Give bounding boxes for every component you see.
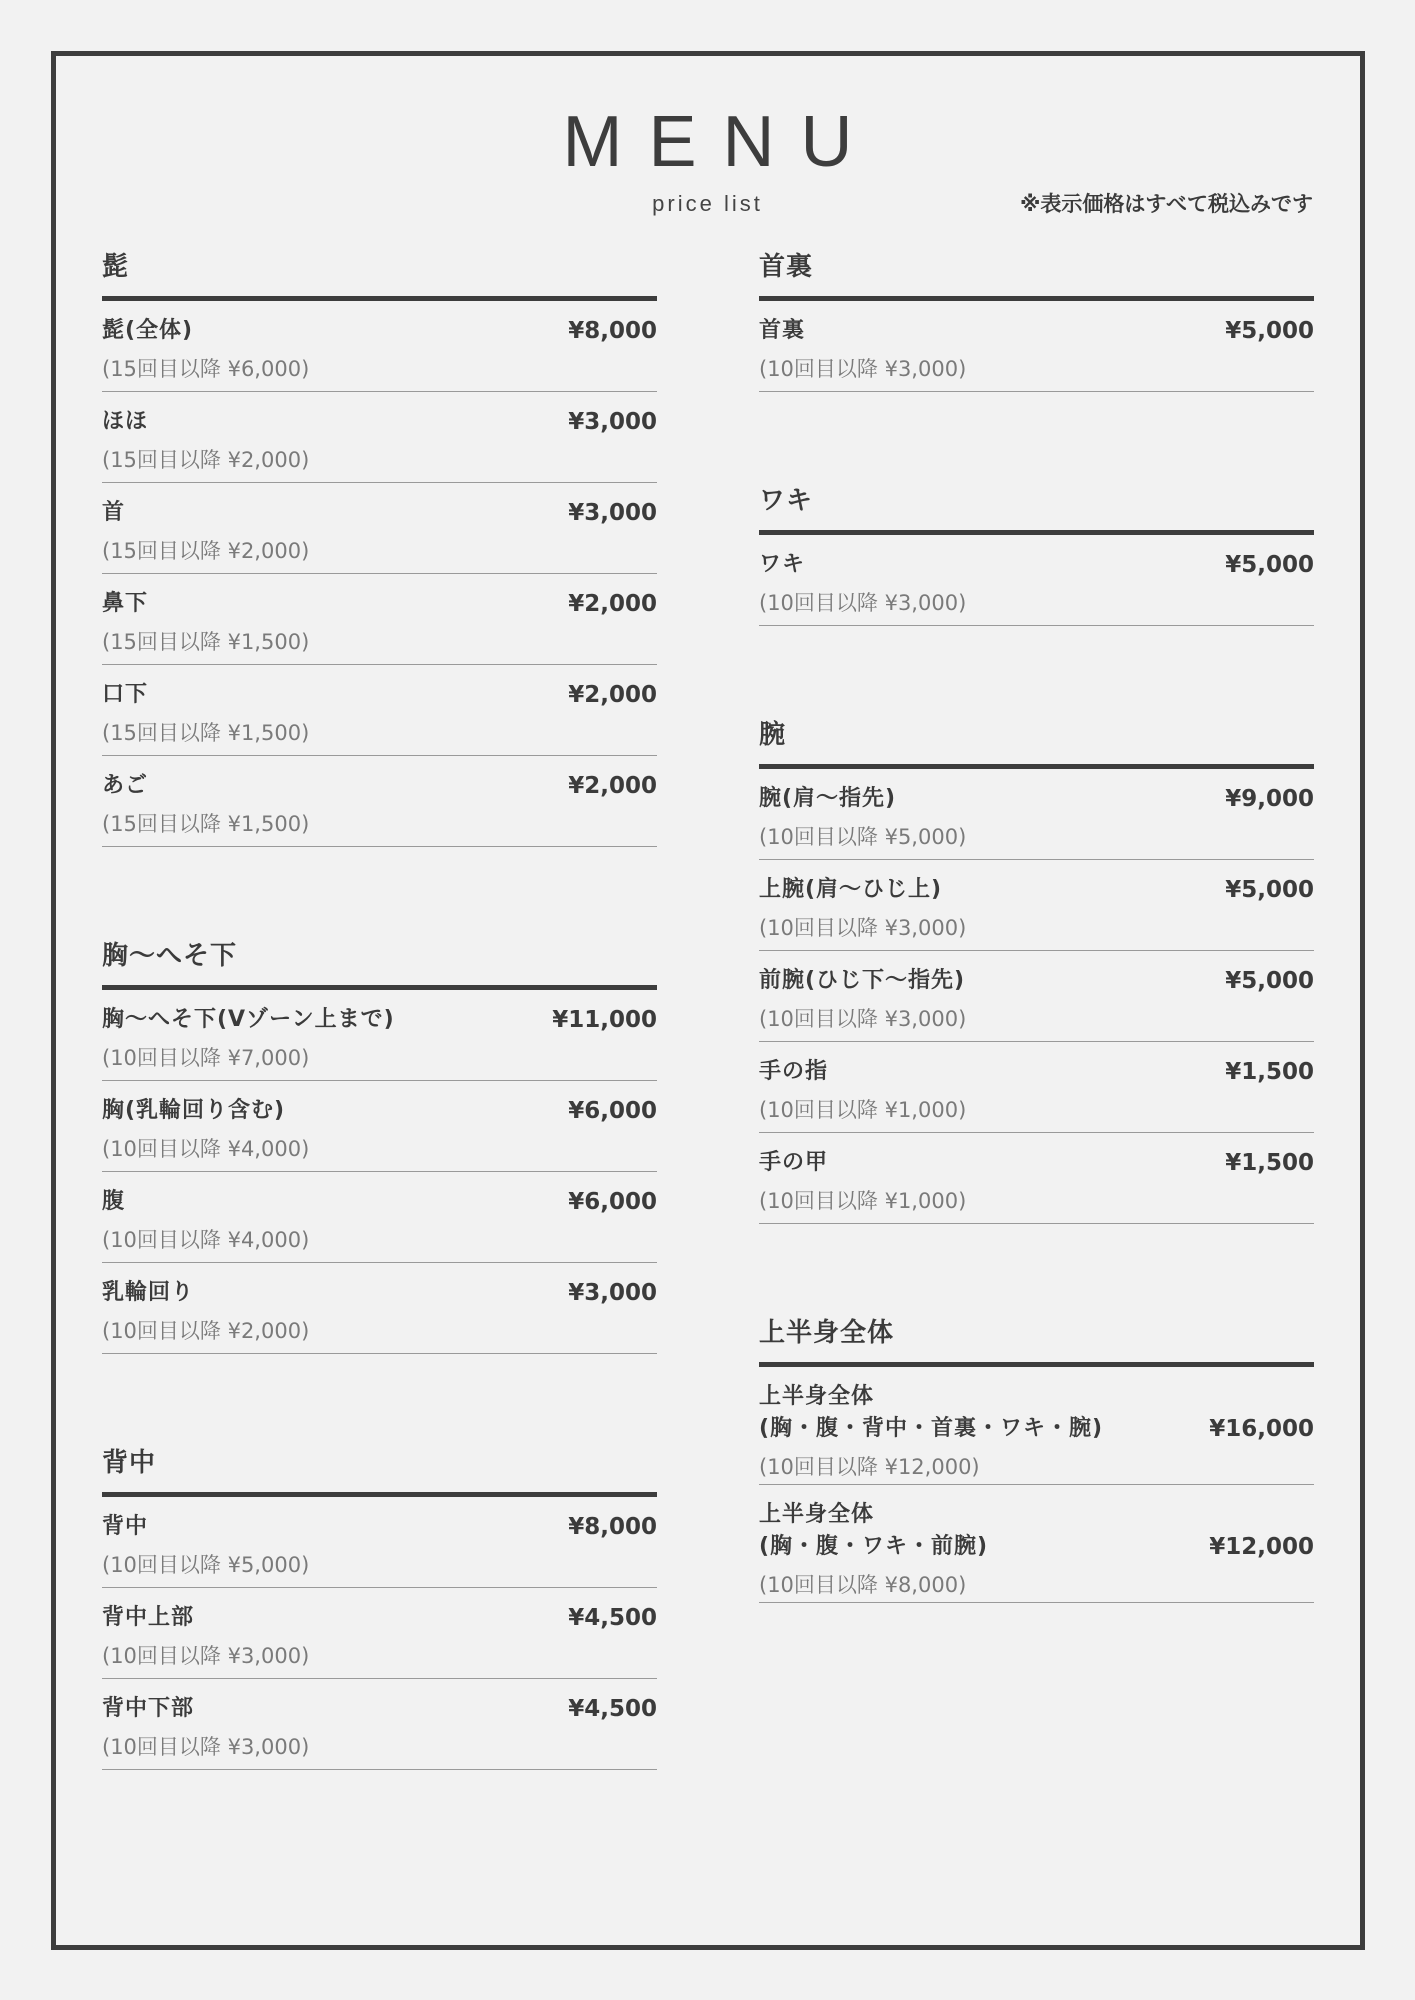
menu-item xyxy=(102,1263,657,1354)
section-title: 腕 xyxy=(759,718,1314,769)
section-title: 胸〜へそ下 xyxy=(102,939,657,990)
tax-note: ※表示価格はすべて税込みです xyxy=(1020,192,1313,216)
menu-section xyxy=(102,939,657,1354)
item-repeat-price: (15回目以降 ¥2,000) xyxy=(102,539,310,563)
menu-item xyxy=(759,301,1314,392)
item-repeat-price: (10回目以降 ¥5,000) xyxy=(102,1553,310,1577)
section-title: ワキ xyxy=(759,484,1314,535)
menu-item xyxy=(102,1081,657,1172)
item-name: 腕(肩〜指先) xyxy=(759,786,897,811)
menu-item xyxy=(102,483,657,574)
item-repeat-price: (10回目以降 ¥4,000) xyxy=(102,1228,310,1252)
item-repeat-price: (10回目以降 ¥3,000) xyxy=(759,916,967,940)
menu-title: MENU xyxy=(562,102,879,182)
item-name: ワキ xyxy=(759,552,806,577)
item-price: ¥2,000 xyxy=(568,773,657,799)
item-price: ¥1,500 xyxy=(1225,1150,1314,1176)
item-name: 上半身全体 xyxy=(759,1502,875,1527)
section-title: 背中 xyxy=(102,1446,657,1497)
item-name: 腹 xyxy=(102,1189,126,1214)
menu-item xyxy=(102,756,657,847)
item-name: 上腕(肩〜ひじ上) xyxy=(759,877,943,902)
section-title: 髭 xyxy=(102,250,657,301)
menu-item xyxy=(102,665,657,756)
item-name: 髭(全体) xyxy=(102,318,194,343)
item-price: ¥4,500 xyxy=(568,1605,657,1631)
menu-section xyxy=(759,1316,1314,1603)
section-title: 首裏 xyxy=(759,250,1314,301)
right-column xyxy=(759,250,1314,1695)
menu-item xyxy=(759,951,1314,1042)
item-price: ¥1,500 xyxy=(1225,1059,1314,1085)
menu-item xyxy=(759,1367,1314,1485)
item-repeat-price: (10回目以降 ¥4,000) xyxy=(102,1137,310,1161)
item-repeat-price: (10回目以降 ¥1,000) xyxy=(759,1189,967,1213)
item-price: ¥5,000 xyxy=(1225,318,1314,344)
item-repeat-price: (10回目以降 ¥1,000) xyxy=(759,1098,967,1122)
menu-section xyxy=(759,718,1314,1224)
item-price: ¥9,000 xyxy=(1225,786,1314,812)
item-repeat-price: (10回目以降 ¥5,000) xyxy=(759,825,967,849)
item-repeat-price: (10回目以降 ¥2,000) xyxy=(102,1319,310,1343)
item-name: 口下 xyxy=(102,682,149,707)
item-name: 背中上部 xyxy=(102,1605,195,1630)
menu-item xyxy=(102,1588,657,1679)
item-name-detail: (胸・腹・ワキ・前腕) xyxy=(759,1534,989,1559)
item-repeat-price: (10回目以降 ¥3,000) xyxy=(102,1644,310,1668)
menu-item xyxy=(102,1679,657,1770)
menu-item xyxy=(759,535,1314,626)
item-repeat-price: (10回目以降 ¥3,000) xyxy=(759,1007,967,1031)
menu-item xyxy=(102,392,657,483)
menu-item xyxy=(102,990,657,1081)
menu-item xyxy=(759,769,1314,860)
item-name: 上半身全体 xyxy=(759,1384,875,1409)
item-name: 背中 xyxy=(102,1514,149,1539)
menu-item xyxy=(759,1042,1314,1133)
menu-section xyxy=(759,250,1314,392)
item-name: 手の指 xyxy=(759,1059,829,1084)
item-name: 胸(乳輪回り含む) xyxy=(102,1098,286,1123)
item-price: ¥2,000 xyxy=(568,591,657,617)
item-name-detail: (胸・腹・背中・首裏・ワキ・腕) xyxy=(759,1416,1104,1441)
item-name: 前腕(ひじ下〜指先) xyxy=(759,968,966,993)
item-name: 首裏 xyxy=(759,318,806,343)
item-repeat-price: (10回目以降 ¥8,000) xyxy=(759,1573,967,1597)
menu-item xyxy=(102,1497,657,1588)
menu-section xyxy=(102,250,657,847)
item-price: ¥6,000 xyxy=(568,1189,657,1215)
item-name: 胸〜へそ下(Vゾーン上まで) xyxy=(102,1007,395,1032)
item-price: ¥12,000 xyxy=(1209,1534,1314,1560)
item-name: 背中下部 xyxy=(102,1696,195,1721)
menu-section xyxy=(759,484,1314,626)
item-repeat-price: (10回目以降 ¥3,000) xyxy=(759,357,967,381)
item-price: ¥16,000 xyxy=(1209,1416,1314,1442)
menu-subtitle: price list xyxy=(652,191,763,216)
item-price: ¥3,000 xyxy=(568,500,657,526)
menu-item xyxy=(102,301,657,392)
item-price: ¥5,000 xyxy=(1225,552,1314,578)
item-price: ¥3,000 xyxy=(568,1280,657,1306)
item-repeat-price: (15回目以降 ¥1,500) xyxy=(102,721,310,745)
item-price: ¥5,000 xyxy=(1225,968,1314,994)
item-name: あご xyxy=(102,773,149,798)
item-name: 手の甲 xyxy=(759,1150,829,1175)
item-price: ¥8,000 xyxy=(568,1514,657,1540)
item-price: ¥8,000 xyxy=(568,318,657,344)
item-price: ¥4,500 xyxy=(568,1696,657,1722)
menu-item xyxy=(759,860,1314,951)
item-repeat-price: (15回目以降 ¥1,500) xyxy=(102,630,310,654)
item-repeat-price: (15回目以降 ¥6,000) xyxy=(102,357,310,381)
item-name: ほほ xyxy=(102,409,149,434)
menu-section xyxy=(102,1446,657,1770)
item-repeat-price: (15回目以降 ¥2,000) xyxy=(102,448,310,472)
item-repeat-price: (10回目以降 ¥3,000) xyxy=(759,591,967,615)
item-repeat-price: (10回目以降 ¥12,000) xyxy=(759,1455,980,1479)
item-price: ¥6,000 xyxy=(568,1098,657,1124)
item-name: 鼻下 xyxy=(102,591,149,616)
item-repeat-price: (15回目以降 ¥1,500) xyxy=(102,812,310,836)
menu-item xyxy=(759,1485,1314,1603)
section-title: 上半身全体 xyxy=(759,1316,1314,1367)
menu-item xyxy=(759,1133,1314,1224)
item-price: ¥3,000 xyxy=(568,409,657,435)
item-name: 乳輪回り xyxy=(102,1280,195,1305)
menu-item xyxy=(102,1172,657,1263)
left-column xyxy=(102,250,657,1862)
item-price: ¥2,000 xyxy=(568,682,657,708)
item-repeat-price: (10回目以降 ¥7,000) xyxy=(102,1046,310,1070)
item-price: ¥11,000 xyxy=(552,1007,657,1033)
item-name: 首 xyxy=(102,500,126,525)
item-price: ¥5,000 xyxy=(1225,877,1314,903)
item-repeat-price: (10回目以降 ¥3,000) xyxy=(102,1735,310,1759)
menu-item xyxy=(102,574,657,665)
